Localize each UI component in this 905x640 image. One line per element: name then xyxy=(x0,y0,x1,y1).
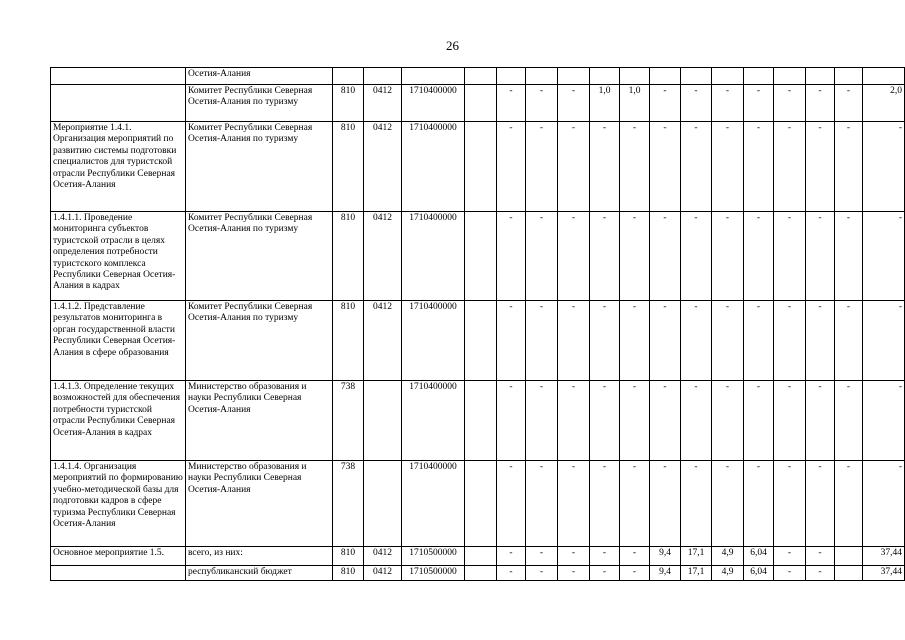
year-value-cell: - xyxy=(806,547,835,566)
executor-cell: Комитет Республики Северная Осетия-Алания по туризму xyxy=(186,122,333,212)
year-value-cell: - xyxy=(526,547,558,566)
year-value-cell: - xyxy=(620,547,650,566)
budget-table xyxy=(50,67,905,581)
csr-code-cell: 1710400000 xyxy=(402,212,465,301)
vr-code-cell xyxy=(465,547,497,566)
total-value-cell: - xyxy=(863,212,905,301)
year-value-cell: - xyxy=(835,212,863,301)
vr-code-cell xyxy=(465,461,497,547)
year-value-cell: - xyxy=(681,212,712,301)
year-value-cell xyxy=(744,68,774,85)
executor-cell: Министерство образования и науки Республики Северная Осетия-Алания xyxy=(186,461,333,547)
year-value-cell: - xyxy=(497,566,526,581)
year-value-cell: 6,04 xyxy=(744,566,774,581)
year-value-cell: - xyxy=(835,122,863,212)
year-value-cell xyxy=(806,68,835,85)
csr-code-cell: 1710400000 xyxy=(402,381,465,461)
year-value-cell: 17,1 xyxy=(681,566,712,581)
year-value-cell: - xyxy=(590,301,620,381)
year-value-cell: - xyxy=(526,566,558,581)
year-value-cell xyxy=(526,68,558,85)
year-value-cell: - xyxy=(526,381,558,461)
year-value-cell: - xyxy=(558,381,590,461)
year-value-cell: - xyxy=(558,122,590,212)
year-value-cell: - xyxy=(558,301,590,381)
rzpr-code-cell: 0412 xyxy=(364,212,402,301)
grbs-code-cell xyxy=(333,68,364,85)
year-value-cell: - xyxy=(620,381,650,461)
year-value-cell: - xyxy=(835,381,863,461)
year-value-cell: - xyxy=(590,381,620,461)
year-value-cell: - xyxy=(806,381,835,461)
year-value-cell: - xyxy=(526,301,558,381)
table-row xyxy=(51,547,905,566)
year-value-cell: - xyxy=(835,85,863,122)
year-value-cell: 6,04 xyxy=(744,547,774,566)
year-value-cell: - xyxy=(712,85,744,122)
grbs-code-cell: 810 xyxy=(333,301,364,381)
executor-cell: Осетия-Алания xyxy=(186,68,333,85)
year-value-cell: - xyxy=(497,85,526,122)
year-value-cell: - xyxy=(526,461,558,547)
year-value-cell: - xyxy=(774,566,806,581)
table-row xyxy=(51,122,905,212)
measure-name-cell: 1.4.1.3. Определение текущих возможностей для обеспечения потребности туристской отрасли Республики Северная Осетия-Алания в кадрах xyxy=(51,381,186,461)
vr-code-cell xyxy=(465,301,497,381)
year-value-cell xyxy=(681,68,712,85)
year-value-cell: - xyxy=(558,547,590,566)
rzpr-code-cell: 0412 xyxy=(364,85,402,122)
csr-code-cell: 1710400000 xyxy=(402,301,465,381)
year-value-cell: - xyxy=(620,566,650,581)
year-value-cell: - xyxy=(497,381,526,461)
executor-cell: Комитет Республики Северная Осетия-Алания по туризму xyxy=(186,212,333,301)
year-value-cell xyxy=(712,68,744,85)
year-value-cell: 1,0 xyxy=(590,85,620,122)
executor-cell: республиканский бюджет xyxy=(186,566,333,581)
year-value-cell: - xyxy=(774,212,806,301)
year-value-cell: - xyxy=(744,461,774,547)
year-value-cell: - xyxy=(558,85,590,122)
year-value-cell: - xyxy=(681,122,712,212)
year-value-cell: - xyxy=(590,122,620,212)
table-row xyxy=(51,212,905,301)
year-value-cell: - xyxy=(590,212,620,301)
year-value-cell: - xyxy=(558,212,590,301)
year-value-cell: - xyxy=(774,547,806,566)
total-value-cell: - xyxy=(863,122,905,212)
year-value-cell: - xyxy=(497,461,526,547)
year-value-cell: - xyxy=(650,85,681,122)
vr-code-cell xyxy=(465,566,497,581)
csr-code-cell: 1710400000 xyxy=(402,85,465,122)
vr-code-cell xyxy=(465,122,497,212)
year-value-cell xyxy=(774,68,806,85)
year-value-cell: - xyxy=(650,212,681,301)
year-value-cell: - xyxy=(806,566,835,581)
year-value-cell: - xyxy=(497,212,526,301)
year-value-cell xyxy=(497,68,526,85)
year-value-cell: - xyxy=(774,381,806,461)
measure-name-cell: Мероприятие 1.4.1. Организация мероприятий по развитию системы подготовки специалистов для туристской отрасли Республики Северная Осетия-Алания xyxy=(51,122,186,212)
rzpr-code-cell: 0412 xyxy=(364,301,402,381)
year-value-cell: - xyxy=(650,381,681,461)
vr-code-cell xyxy=(465,212,497,301)
rzpr-code-cell xyxy=(364,68,402,85)
executor-cell: всего, из них: xyxy=(186,547,333,566)
total-value-cell: 37,44 xyxy=(863,566,905,581)
total-value-cell: 2,0 xyxy=(863,85,905,122)
grbs-code-cell: 810 xyxy=(333,122,364,212)
year-value-cell: - xyxy=(497,547,526,566)
measure-name-cell: Основное мероприятие 1.5. xyxy=(51,547,186,566)
year-value-cell xyxy=(650,68,681,85)
year-value-cell: - xyxy=(712,122,744,212)
csr-code-cell xyxy=(402,68,465,85)
year-value-cell: - xyxy=(835,461,863,547)
year-value-cell: 4,9 xyxy=(712,566,744,581)
grbs-code-cell: 810 xyxy=(333,212,364,301)
measure-name-cell xyxy=(51,85,186,122)
table-row xyxy=(51,461,905,547)
rzpr-code-cell: 0412 xyxy=(364,566,402,581)
year-value-cell xyxy=(620,68,650,85)
csr-code-cell: 1710400000 xyxy=(402,461,465,547)
year-value-cell: - xyxy=(806,301,835,381)
executor-cell: Комитет Республики Северная Осетия-Алания по туризму xyxy=(186,301,333,381)
year-value-cell: - xyxy=(835,301,863,381)
year-value-cell: - xyxy=(744,122,774,212)
rzpr-code-cell: 0412 xyxy=(364,547,402,566)
total-value-cell xyxy=(863,68,905,85)
year-value-cell: - xyxy=(774,301,806,381)
csr-code-cell: 1710500000 xyxy=(402,547,465,566)
year-value-cell xyxy=(835,566,863,581)
year-value-cell: - xyxy=(650,122,681,212)
measure-name-cell xyxy=(51,68,186,85)
year-value-cell: - xyxy=(712,301,744,381)
year-value-cell: - xyxy=(590,461,620,547)
year-value-cell: - xyxy=(650,461,681,547)
year-value-cell: - xyxy=(681,381,712,461)
year-value-cell: - xyxy=(774,122,806,212)
total-value-cell: - xyxy=(863,381,905,461)
year-value-cell: 9,4 xyxy=(650,547,681,566)
grbs-code-cell: 810 xyxy=(333,547,364,566)
table-row xyxy=(51,301,905,381)
year-value-cell: - xyxy=(526,122,558,212)
executor-cell: Министерство образования и науки Республики Северная Осетия-Алания xyxy=(186,381,333,461)
rzpr-code-cell xyxy=(364,381,402,461)
executor-cell: Комитет Республики Северная Осетия-Алания по туризму xyxy=(186,85,333,122)
year-value-cell: - xyxy=(681,461,712,547)
table-row xyxy=(51,68,905,85)
rzpr-code-cell xyxy=(364,461,402,547)
year-value-cell: - xyxy=(620,301,650,381)
year-value-cell: - xyxy=(497,301,526,381)
year-value-cell: - xyxy=(744,85,774,122)
year-value-cell: - xyxy=(590,547,620,566)
table-row xyxy=(51,566,905,581)
year-value-cell: - xyxy=(712,381,744,461)
year-value-cell: 1,0 xyxy=(620,85,650,122)
year-value-cell: - xyxy=(744,301,774,381)
year-value-cell xyxy=(835,547,863,566)
csr-code-cell: 1710500000 xyxy=(402,566,465,581)
year-value-cell: - xyxy=(681,85,712,122)
year-value-cell: - xyxy=(620,122,650,212)
year-value-cell: - xyxy=(806,461,835,547)
year-value-cell xyxy=(558,68,590,85)
grbs-code-cell: 810 xyxy=(333,566,364,581)
year-value-cell: 17,1 xyxy=(681,547,712,566)
total-value-cell: - xyxy=(863,301,905,381)
year-value-cell: - xyxy=(620,461,650,547)
grbs-code-cell: 738 xyxy=(333,461,364,547)
year-value-cell: - xyxy=(497,122,526,212)
year-value-cell: - xyxy=(558,461,590,547)
table-row xyxy=(51,381,905,461)
measure-name-cell: 1.4.1.4. Организация мероприятий по формированию учебно-методической базы для подготовки кадров в сфере туризма Республики Северная Осетия-Алания xyxy=(51,461,186,547)
rzpr-code-cell: 0412 xyxy=(364,122,402,212)
year-value-cell: - xyxy=(590,566,620,581)
year-value-cell: - xyxy=(650,301,681,381)
measure-name-cell xyxy=(51,566,186,581)
page-number: 26 xyxy=(446,38,459,53)
year-value-cell: - xyxy=(744,212,774,301)
total-value-cell: - xyxy=(863,461,905,547)
total-value-cell: 37,44 xyxy=(863,547,905,566)
year-value-cell: - xyxy=(774,85,806,122)
measure-name-cell: 1.4.1.1. Проведение мониторинга субъектов туристской отрасли в целях определения потребности туристского комплекса Республики Северная Осетия-Алания в кадрах xyxy=(51,212,186,301)
year-value-cell: - xyxy=(806,212,835,301)
year-value-cell: - xyxy=(806,122,835,212)
year-value-cell: - xyxy=(558,566,590,581)
year-value-cell: - xyxy=(712,212,744,301)
csr-code-cell: 1710400000 xyxy=(402,122,465,212)
year-value-cell: 4,9 xyxy=(712,547,744,566)
year-value-cell: - xyxy=(620,212,650,301)
year-value-cell: - xyxy=(681,301,712,381)
year-value-cell: - xyxy=(526,85,558,122)
measure-name-cell: 1.4.1.2. Представление результатов мониторинга в орган государственной власти Республики Северная Осетия-Алания в сфере образования xyxy=(51,301,186,381)
year-value-cell: - xyxy=(774,461,806,547)
vr-code-cell xyxy=(465,85,497,122)
vr-code-cell xyxy=(465,381,497,461)
table-row xyxy=(51,85,905,122)
year-value-cell: - xyxy=(744,381,774,461)
year-value-cell xyxy=(835,68,863,85)
grbs-code-cell: 810 xyxy=(333,85,364,122)
year-value-cell: - xyxy=(806,85,835,122)
year-value-cell: - xyxy=(526,212,558,301)
year-value-cell xyxy=(590,68,620,85)
year-value-cell: 9,4 xyxy=(650,566,681,581)
year-value-cell: - xyxy=(712,461,744,547)
vr-code-cell xyxy=(465,68,497,85)
grbs-code-cell: 738 xyxy=(333,381,364,461)
